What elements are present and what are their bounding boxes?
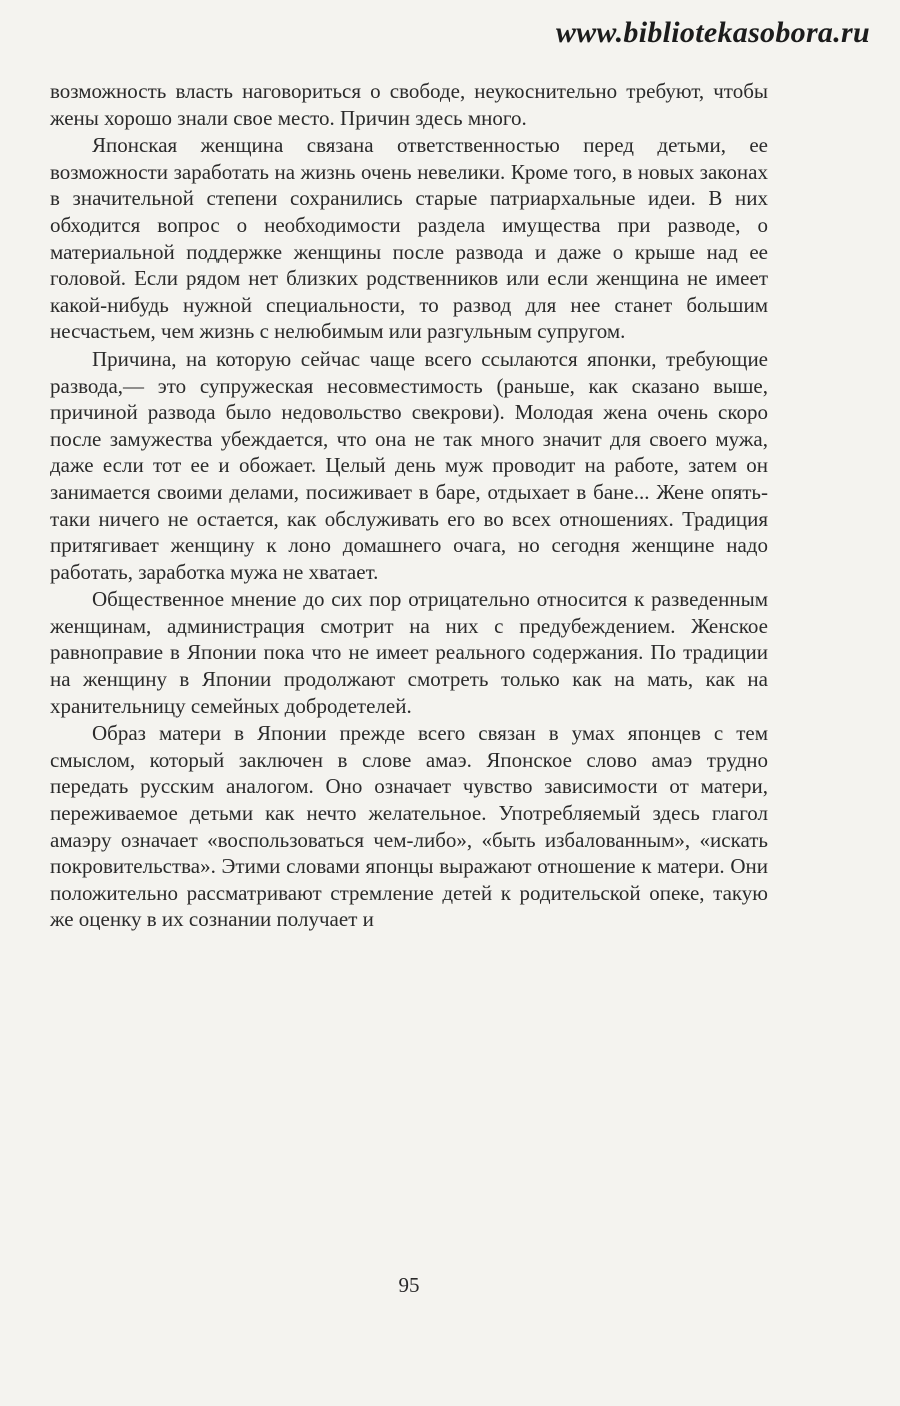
paragraph: Образ матери в Японии прежде всего связан в умах японцев с тем смыслом, который заключен в слове амаэ. Японское слово амаэ трудно передать русским аналогом. Оно означает чувство зависимости от матери, переживаемое детьми как нечто желательное. Употребляемый здесь глагол амаэру означает «воспользоваться чем-либо», «быть избалованным», «искать покровительства». Этими словами японцы выражают отношение к матери. Они положительно рассматривают стремление детей к родительской опеке, такую же оценку в их сознании получает и [50,721,768,932]
paragraph-continued: возможность власть наговориться о свободе, неукоснительно требуют, чтобы жены хорошо знали свое место. Причин здесь много. [50,79,768,130]
watermark-url: www.bibliotekasobora.ru [555,16,870,49]
body-text [50,78,768,933]
paragraph: Общественное мнение до сих пор отрицательно относится к разведенным женщинам, администрация смотрит на них с предубеждением. Женское равноправие в Японии пока что не имеет реального содержания. По традиции на женщину в Японии продолжают смотреть только как на мать, как на хранительницу семейных добродетелей. [50,587,768,718]
paragraph: Японская женщина связана ответственностью перед детьми, ее возможности заработать на жизнь очень невелики. Кроме того, в новых законах в значительной степени сохранились старые патриархальные идеи. В них обходится вопрос о необходимости раздела имущества при разводе, о материальной поддержке женщины после развода и даже о крыше над ее головой. Если рядом нет близких родственников или если женщина не имеет какой-нибудь нужной специальности, то развод для нее станет большим несчастьем, чем жизнь с нелюбимым или разгульным супругом. [50,133,768,344]
paragraph: Причина, на которую сейчас чаще всего ссылаются японки, требующие развода,— это супружеская несовместимость (раньше, как сказано выше, причиной развода было недовольство свекрови). Молодая жена очень скоро после замужества убеждается, что она не так много значит для своего мужа, даже если тот ее и обожает. Целый день муж проводит на работе, затем он занимается своими делами, посиживает в баре, отдыхает в бане... Жене опять-таки ничего не остается, как обслуживать его во всех отношениях. Традиция притягивает женщину к лоно домашнего очага, но сегодня женщине надо работать, заработка мужа не хватает. [50,346,768,584]
page-number: 95 [398,1273,420,1297]
